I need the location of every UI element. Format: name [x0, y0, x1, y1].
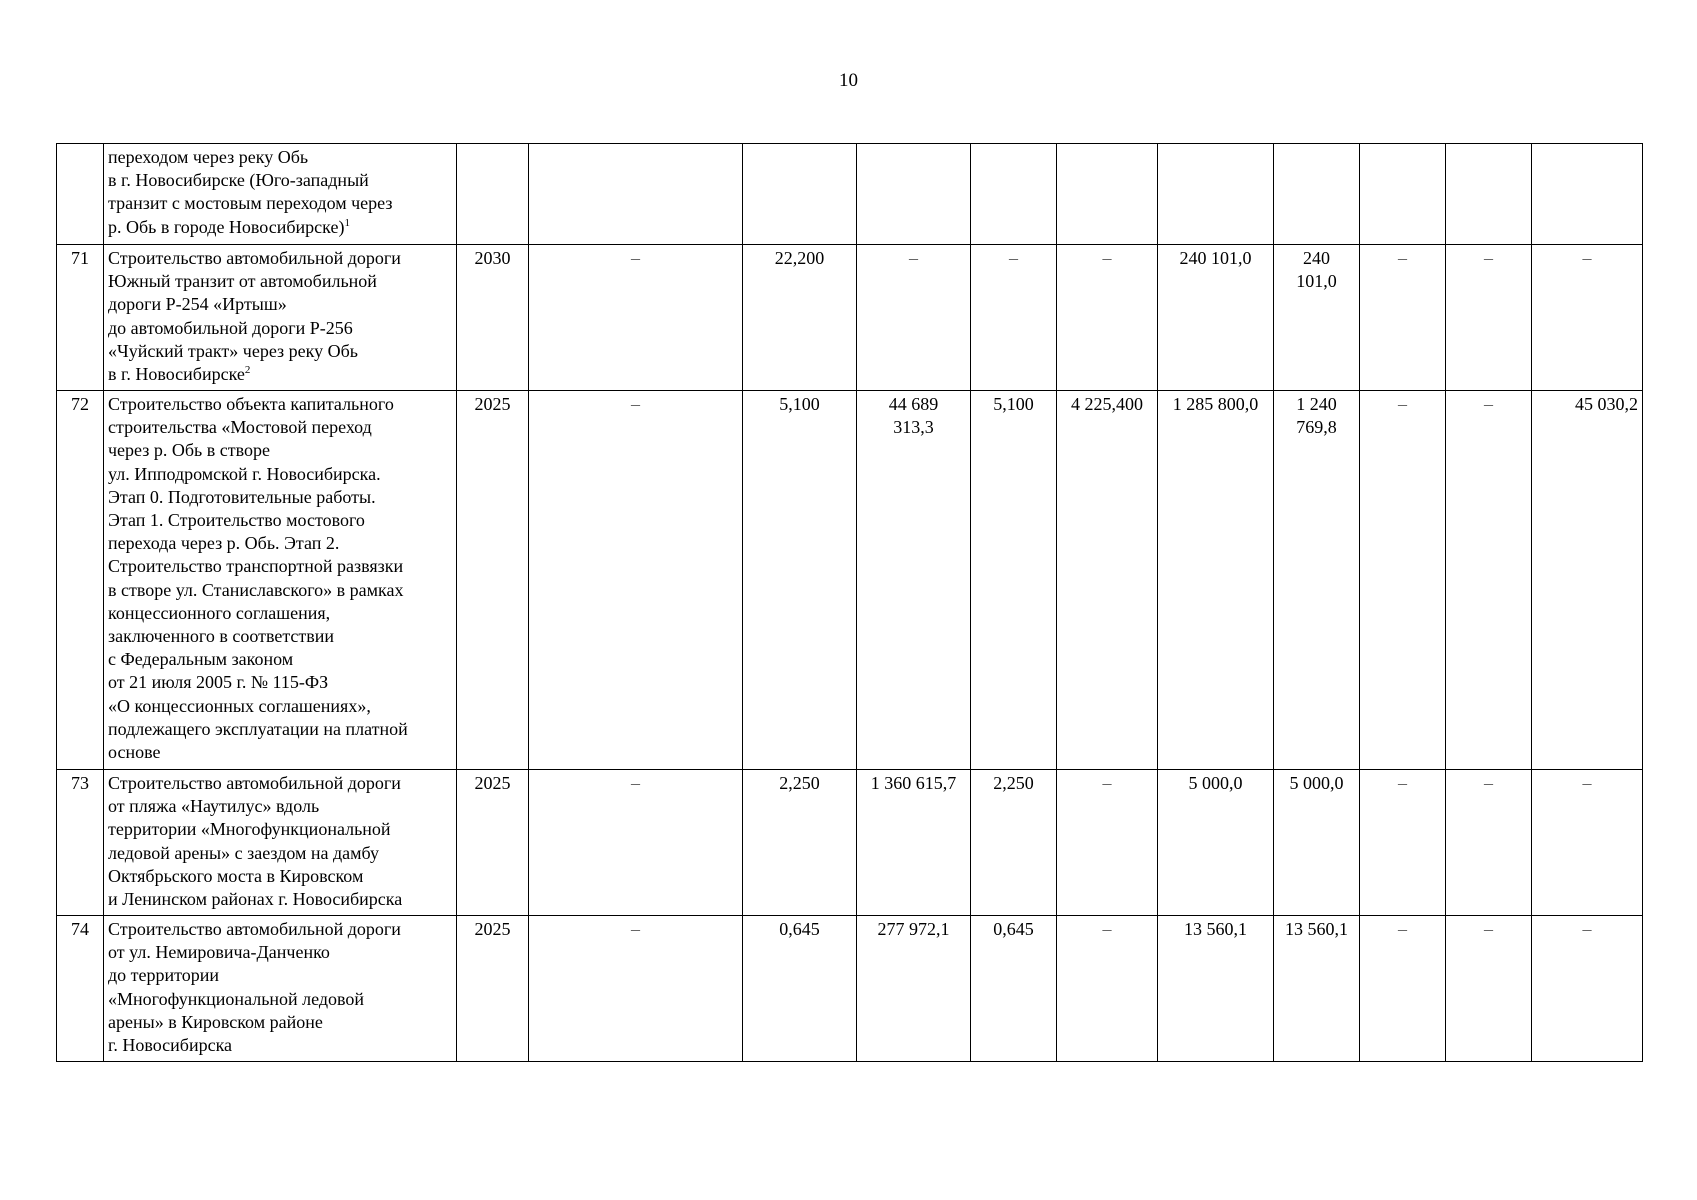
cell-c10: 1 240 769,8 — [1274, 391, 1360, 770]
cell-c10: 240 101,0 — [1274, 245, 1360, 391]
cell-c6: – — [857, 245, 971, 391]
row-number — [57, 144, 104, 245]
page-number: 10 — [839, 70, 858, 91]
row-number: 74 — [57, 916, 104, 1062]
cell-c10: 5 000,0 — [1274, 770, 1360, 916]
cell-c8 — [1057, 144, 1158, 245]
cell-c10: 13 560,1 — [1274, 916, 1360, 1062]
cell-c11: – — [1360, 245, 1446, 391]
cell-c13: – — [1532, 770, 1643, 916]
cell-c7: 2,250 — [971, 770, 1057, 916]
cell-c5: 0,645 — [743, 916, 857, 1062]
cell-c12: – — [1446, 391, 1532, 770]
cell-c8: – — [1057, 245, 1158, 391]
cell-c12: – — [1446, 245, 1532, 391]
table-row — [57, 245, 1643, 391]
cell-c12 — [1446, 144, 1532, 245]
object-name: Строительство автомобильной дороги от пляжа «Наутилус» вдоль территории «Многофункциональной ледовой арены» с заездом на дамбу Октябрьского моста в Кировском и Ленинском районах г. Новосибирска — [104, 770, 457, 916]
cell-c10 — [1274, 144, 1360, 245]
footnote-mark: 1 — [344, 216, 350, 229]
cell-c7: 0,645 — [971, 916, 1057, 1062]
cell-c4: – — [529, 770, 743, 916]
object-name: Строительство автомобильной дороги от ул. Немировича-Данченко до территории «Многофункциональной ледовой арены» в Кировском районе г. Новосибирска — [104, 916, 457, 1062]
cell-c13: 45 030,2 — [1532, 391, 1643, 770]
cell-c13: – — [1532, 916, 1643, 1062]
cell-c11: – — [1360, 916, 1446, 1062]
row-number: 71 — [57, 245, 104, 391]
cell-c11: – — [1360, 770, 1446, 916]
cell-c11 — [1360, 144, 1446, 245]
cell-c4: – — [529, 245, 743, 391]
year-cell — [457, 144, 529, 245]
cell-c6: 277 972,1 — [857, 916, 971, 1062]
cell-c9: 1 285 800,0 — [1158, 391, 1274, 770]
object-name: Строительство объекта капитального строительства «Мостовой переход через р. Обь в створе ул. Ипподромской г. Новосибирска. Этап 0. Подготовительные работы. Этап 1. Строительство мостового перехода через р. Обь. Этап 2. Строительство транспортной развязки в створе ул. Станиславского» в рамках концессионного соглашения, заключенного в соответствии с Федеральным законом от 21 июля 2005 г. № 115-ФЗ «О концессионных соглашениях», подлежащего эксплуатации на платной основе — [104, 391, 457, 770]
year-cell: 2025 — [457, 916, 529, 1062]
cell-c4 — [529, 144, 743, 245]
cell-c11: – — [1360, 391, 1446, 770]
cell-c6: 44 689 313,3 — [857, 391, 971, 770]
cell-c12: – — [1446, 770, 1532, 916]
cell-c7: – — [971, 245, 1057, 391]
cell-c13 — [1532, 144, 1643, 245]
table-row — [57, 391, 1643, 770]
cell-c4: – — [529, 916, 743, 1062]
year-cell: 2025 — [457, 391, 529, 770]
year-cell: 2030 — [457, 245, 529, 391]
cell-c6 — [857, 144, 971, 245]
table-row — [57, 916, 1643, 1062]
cell-c6: 1 360 615,7 — [857, 770, 971, 916]
data-table — [56, 143, 1643, 1062]
cell-c8: 4 225,400 — [1057, 391, 1158, 770]
cell-c9 — [1158, 144, 1274, 245]
cell-c8: – — [1057, 770, 1158, 916]
footnote-mark: 2 — [244, 364, 251, 377]
table-row — [57, 770, 1643, 916]
cell-c7: 5,100 — [971, 391, 1057, 770]
object-name: Строительство автомобильной дороги Южный транзит от автомобильной дороги Р-254 «Иртыш» до автомобильной дороги Р-256 «Чуйский тракт» через реку Обь в г. Новосибирске$^2$ — [104, 245, 457, 391]
cell-c9: 13 560,1 — [1158, 916, 1274, 1062]
cell-c8: – — [1057, 916, 1158, 1062]
row-number: 73 — [57, 770, 104, 916]
row-number: 72 — [57, 391, 104, 770]
cell-c9: 240 101,0 — [1158, 245, 1274, 391]
cell-c5: 2,250 — [743, 770, 857, 916]
cell-c13: – — [1532, 245, 1643, 391]
cell-c4: – — [529, 391, 743, 770]
year-cell: 2025 — [457, 770, 529, 916]
cell-c12: – — [1446, 916, 1532, 1062]
object-name: переходом через реку Обь в г. Новосибирске (Юго-западный транзит с мостовым переходом через р. Обь в городе Новосибирске)$^1$ — [104, 144, 457, 245]
cell-c5: 5,100 — [743, 391, 857, 770]
cell-c5: 22,200 — [743, 245, 857, 391]
cell-c9: 5 000,0 — [1158, 770, 1274, 916]
cell-c7 — [971, 144, 1057, 245]
cell-c5 — [743, 144, 857, 245]
table-row — [57, 144, 1643, 245]
